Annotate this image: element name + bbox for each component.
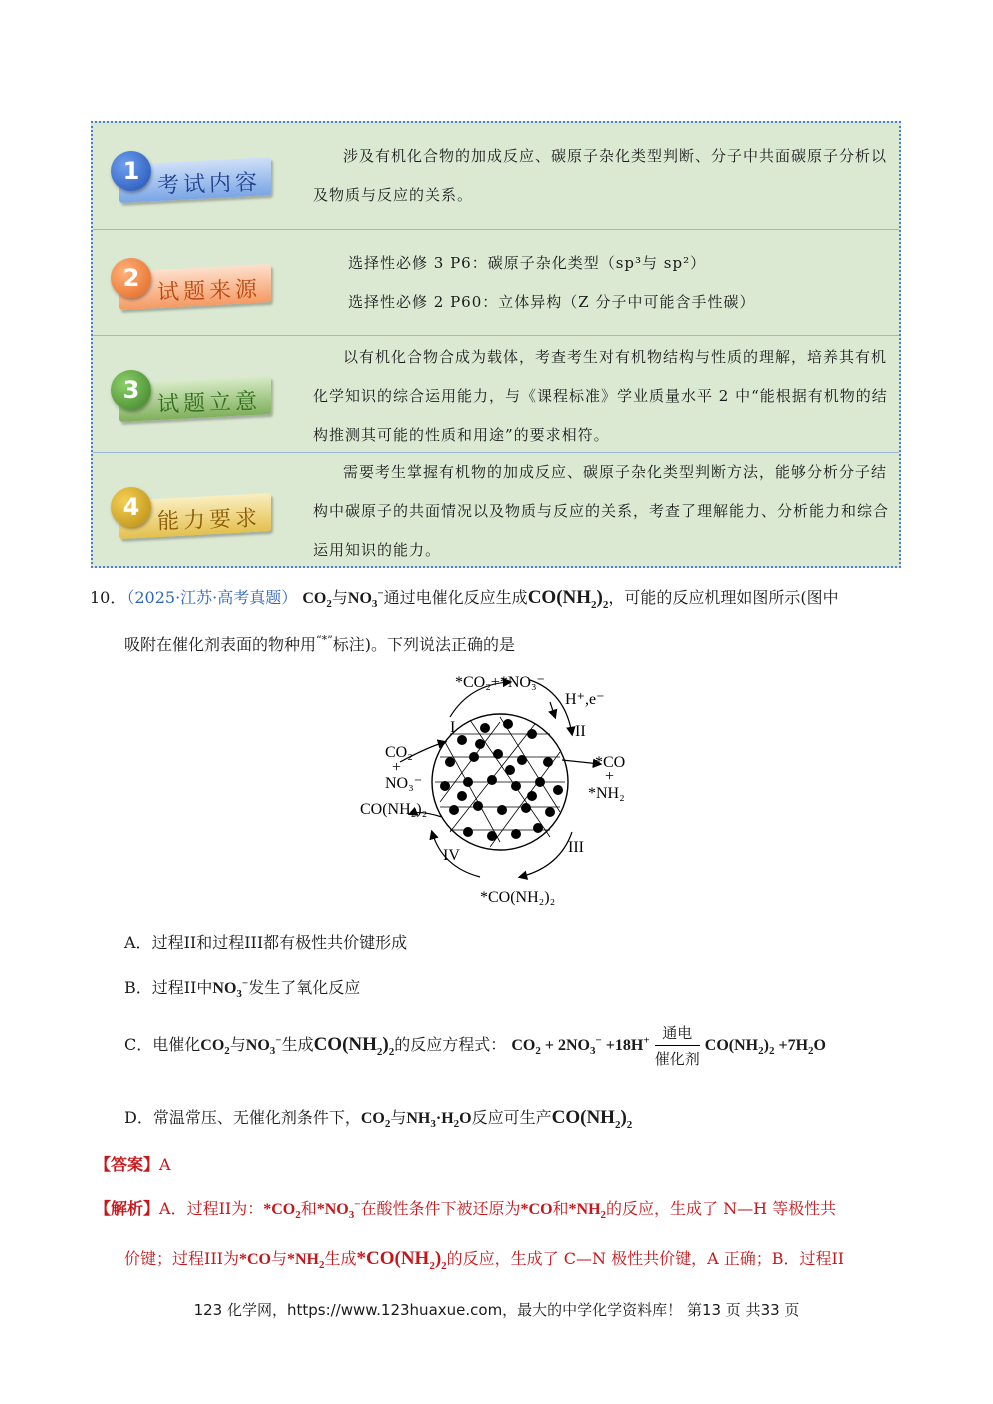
badge [111,254,279,312]
condition-top: 通电 [655,1022,700,1046]
stem-text: 与 [331,588,348,607]
answer-line [95,1152,171,1175]
info-box [91,121,901,568]
formula-urea: $CO(NH_2)_2$ [313,1034,395,1058]
formula-urea: $CO(NH_2)_2$ [551,1107,633,1131]
analysis-tag: 【解析】 [95,1199,160,1218]
formula-co2: $CO_2$ [302,590,332,611]
row-text: 涉及有机化合物的加成反应、碳原子杂化类型判断、分子中共面碳原子分析以及物质与反应的关系。 [313,147,888,204]
info-row-source [93,229,899,335]
formula-co2: $CO_2$ [200,1037,230,1058]
analysis-text: 价键；过程III为 [124,1249,239,1268]
formula-co2: $CO_2$ [360,1110,391,1131]
analysis-text: 的反应，生成了 C—N 极性共价键，A 正确；B．过程II [446,1249,845,1268]
formula-no3-ads: $*NO_3^-$ [316,1198,361,1222]
formula-co2-ads: $*CO_2$ [263,1201,301,1222]
option-letter: C． [124,1035,153,1054]
analysis-text: 的反应，生成了 N—H 等极性共 [606,1199,837,1218]
badge [111,147,279,205]
badge [111,483,279,541]
formula-co-ads: *CO [238,1251,271,1268]
badge-number: 1 [111,151,151,191]
option-text: 与 [229,1035,246,1054]
stem-text: 通过电催化反应生成 [383,588,528,607]
analysis-text: 生成 [324,1249,357,1268]
equation-reactants: $CO_2 + 2NO_3^- +18H^+$ [511,1034,650,1058]
answer-value: A [159,1155,171,1174]
option-text: 过程II中 [151,978,213,997]
label-step-i: I [450,719,456,736]
row-text-line-2: 选择性必修 2 P60：立体异构（Z 分子中可能含手性碳） [348,293,756,311]
stem-mark: “*” [316,633,333,647]
question-source: （2025·江苏·高考真题） [126,588,298,607]
stem-text: 吸附在催化剂表面的物种用 [124,635,317,654]
option-text: 的反应方程式： [394,1035,507,1054]
row-text-line-1: 选择性必修 3 P6：碳原子杂化类型（sp³与 sp²） [348,254,707,272]
label-step-iii: III [568,839,584,856]
answer-tag: 【答案】 [95,1155,160,1174]
analysis-text: 和 [300,1199,317,1218]
option-text: 常温常压、无催化剂条件下， [152,1108,361,1127]
option-c[interactable] [124,1022,826,1069]
equation-products: $CO(NH_2)_2 +7H_2O$ [704,1037,826,1058]
label-step-iv: IV [443,847,460,864]
label-step-ii: II [575,723,586,740]
label-bottom: *CO(NH₂)₂ [480,889,556,906]
formula-nh2-ads: $*NH_2$ [286,1251,325,1272]
formula-nh2-ads: $*NH_2$ [568,1201,607,1222]
formula-no3: $NO_3^-$ [245,1034,282,1058]
formula-no3: $NO_3^-$ [347,587,384,611]
option-a[interactable] [124,930,407,953]
option-letter: D． [124,1108,153,1127]
question-line-2 [124,632,515,655]
analysis-text: A．过程II为： [159,1199,264,1218]
option-text: 过程II和过程III都有极性共价键形成 [151,933,408,952]
label-co2-in: CO₂ [385,744,413,761]
label-plus-right: + [605,768,615,785]
option-text: 与 [390,1108,407,1127]
option-letter: B． [124,978,152,997]
formula-urea-ads: $*CO(NH_2)_2$ [356,1248,447,1272]
badge-number: 4 [111,487,151,527]
label-h-e: H⁺,e⁻ [565,691,605,708]
badge-number: 3 [111,370,151,410]
row-text: 以有机化合物合成为载体，考查考生对有机物结构与性质的理解，培养其有机化学知识的综合运用能力，与《课程标准》学业质量水平 2 中“能根据有机物的结构推测其可能的性质和用途”的要求相符。 [313,348,888,444]
question-number: 10． [90,588,127,607]
formula-co-ads: *CO [520,1201,553,1218]
badge-label: 试题立意 [156,389,262,418]
page-footer: 123 化学网，https://www.123huaxue.com，最大的中学化学资料库！ 第13 页 共33 页 [193,1301,800,1319]
analysis-text: 和 [552,1199,569,1218]
label-top: *CO₂+*NO₃⁻ [455,674,545,691]
label-urea-out: CO(NH₂)₂ [360,801,428,818]
analysis-line-2 [124,1246,844,1272]
badge-label: 试题来源 [156,277,262,306]
label-co-out: *CO [595,754,626,771]
analysis-text: 在酸性条件下被还原为 [360,1199,521,1218]
option-b[interactable] [124,975,360,1000]
option-letter: A． [124,933,152,952]
condition-bottom: 催化剂 [654,1050,700,1068]
reaction-condition [655,1022,700,1069]
formula-no3: $NO_3^-$ [212,977,249,1001]
info-row-intent [93,335,899,452]
option-text: 发生了氧化反应 [248,978,361,997]
label-no3-in: NO₃⁻ [385,775,423,792]
option-text: 生成 [281,1035,314,1054]
formula-nh3-h2o: $NH_3\cdot H_2O$ [406,1110,472,1131]
analysis-line-1 [95,1196,836,1221]
option-text: 电催化 [152,1035,201,1054]
stem-text: ，可能的反应机理如图所示(图中 [608,588,839,607]
question-line-1 [90,585,839,611]
badge-label: 考试内容 [156,170,262,199]
info-row-ability [93,452,899,568]
badge [111,366,279,424]
row-text: 需要考生掌握有机物的加成反应、碳原子杂化类型判断方法，能够分析分子结构中碳原子的共面情况以及物质与反应的关系，考查了理解能力、分析能力和综合运用知识的能力。 [313,463,890,559]
mechanism-diagram [350,662,650,917]
badge-label: 能力要求 [156,506,262,535]
option-text: 反应可生产 [471,1108,552,1127]
badge-number: 2 [111,258,151,298]
analysis-text: 与 [270,1249,287,1268]
formula-urea: $CO(NH_2)_2$ [527,587,609,611]
stem-text: 标注)。下列说法正确的是 [332,635,516,654]
label-plus-left: + [392,759,402,776]
label-nh2-out: *NH₂ [588,785,625,802]
info-row-exam-content [93,123,899,229]
option-d[interactable] [124,1105,632,1131]
